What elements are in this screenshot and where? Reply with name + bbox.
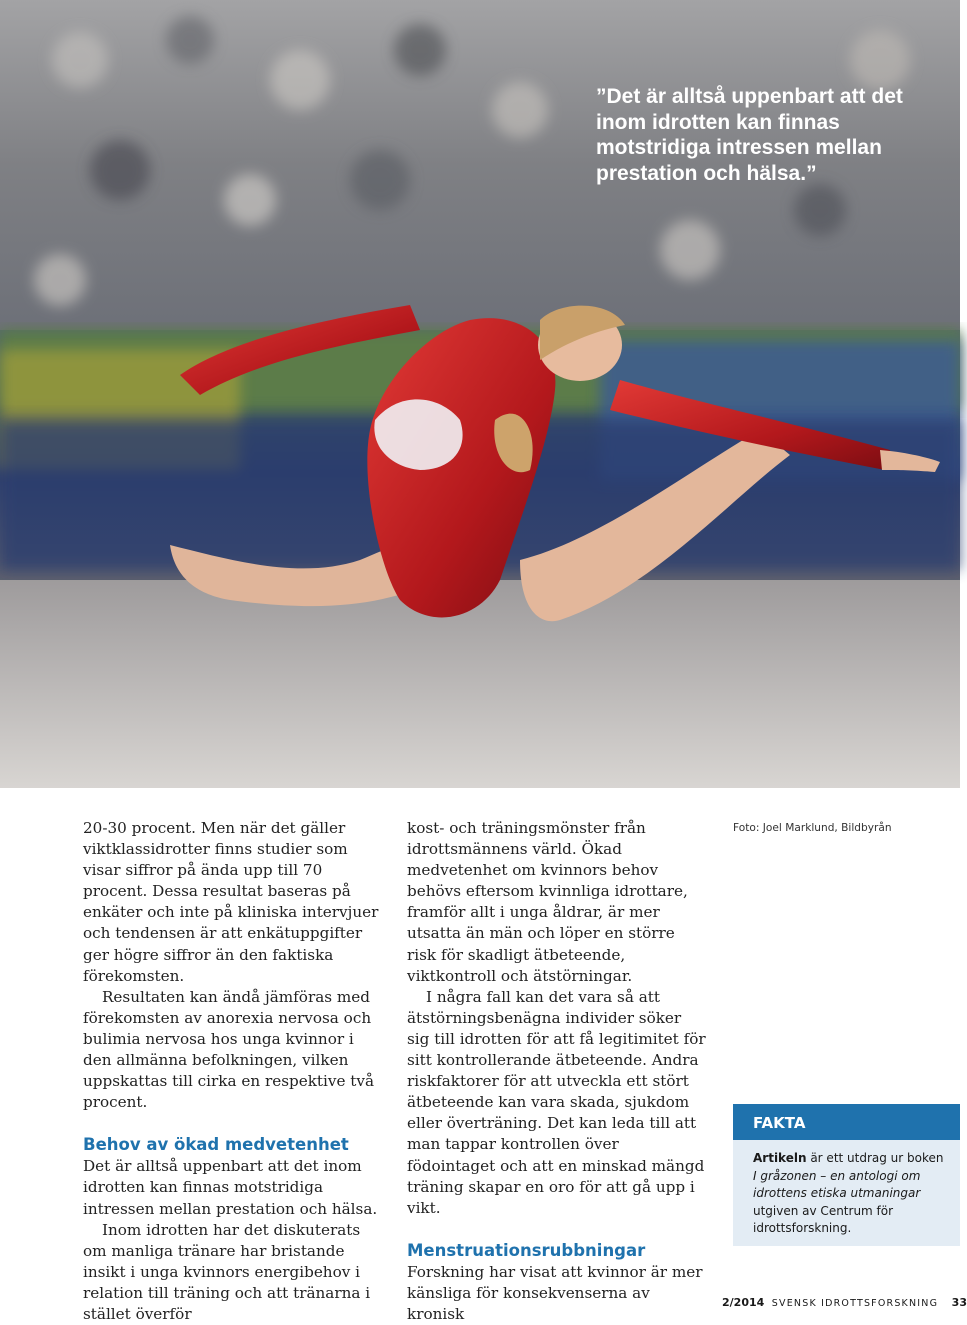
- fakta-text-part: är ett utdrag ur boken: [806, 1151, 944, 1165]
- paragraph: kost- och träningsmönster från idrottsmännens värld. Ökad medvetenhet om kvinnors behov behövs eftersom kvinnliga idrottare, framför allt i unga åldrar, är mer utsatta än män och löper en större risk för skadligt ätbeteende, viktkontroll och ätstörningar.: [407, 819, 688, 985]
- page-footer: [722, 1296, 967, 1309]
- photo-credit: Foto: Joel Marklund, Bildbyrån: [733, 822, 892, 834]
- pull-quote-text: Det är alltså uppenbart att det inom idrotten kan finnas motstridiga intressen mellan prestation och hälsa.: [596, 85, 903, 185]
- text-column-1: [83, 818, 383, 1325]
- fakta-box: [733, 1104, 960, 1246]
- issue-number: 2/2014: [722, 1296, 765, 1309]
- quote-open-mark: ”: [596, 85, 607, 108]
- spacer: [407, 1219, 707, 1240]
- quote-close-mark: ”: [806, 161, 817, 185]
- paragraph: 20-30 procent. Men när det gäller viktklassidrotter finns studier som visar siffror på ända upp till 70 procent. Dessa resultat baseras på enkäter och inte på kliniska intervjuer och tendensen är att enkätuppgifter ger högre siffror än den faktiska förekomsten.: [83, 819, 379, 985]
- paragraph: Resultaten kan ändå jämföras med förekomsten av anorexia nervosa och bulimia nervosa hos unga kvinnor i den allmänna befolkningen, vilken uppskattas till cirka en respektive två procent.: [83, 987, 375, 1112]
- fakta-lead: Artikeln: [753, 1151, 807, 1165]
- text-column-2: [407, 818, 707, 1325]
- fakta-text-part: utgiven av Centrum för idrottsforskning.: [753, 1203, 894, 1235]
- paragraph: Det är alltså uppenbart att det inom idrotten kan finnas motstridiga intressen mellan prestation och hälsa.: [83, 1157, 378, 1218]
- fakta-book-title: I gråzonen – en antologi om idrottens etiska utmaningar: [753, 1168, 921, 1200]
- section-heading: Menstruationsrubbningar: [407, 1240, 646, 1260]
- page-number: 33: [951, 1296, 967, 1309]
- section-heading: Behov av ökad medvetenhet: [83, 1135, 349, 1155]
- publication-name: SVENSK IDROTTSFORSKNING: [771, 1298, 939, 1309]
- spacer: [83, 1113, 383, 1134]
- fakta-title: FAKTA: [733, 1104, 960, 1140]
- paragraph: Forskning har visat att kvinnor är mer känsliga för konsekvenserna av kronisk: [407, 1262, 703, 1323]
- fakta-text: [733, 1140, 960, 1238]
- paragraph: Inom idrotten har det diskuterats om manliga tränare har bristande insikt i unga kvinnors energibehov i relation till träning och att tränarna i stället överför: [83, 1220, 371, 1323]
- paragraph: I några fall kan det vara så att ätstörningsbenägna individer söker sig till idrotten för att få legitimitet för sitt kontrollerande ätbeteende. Andra riskfaktorer för att utveckla ett stört ätbeteende kan vara skada, sjukdom eller överträning. Det kan leda till att man tappar kontrollen över födointaget och att en minskad mängd träning skapar en oro för att gå upp i vikt.: [407, 987, 706, 1217]
- pull-quote: [596, 84, 926, 186]
